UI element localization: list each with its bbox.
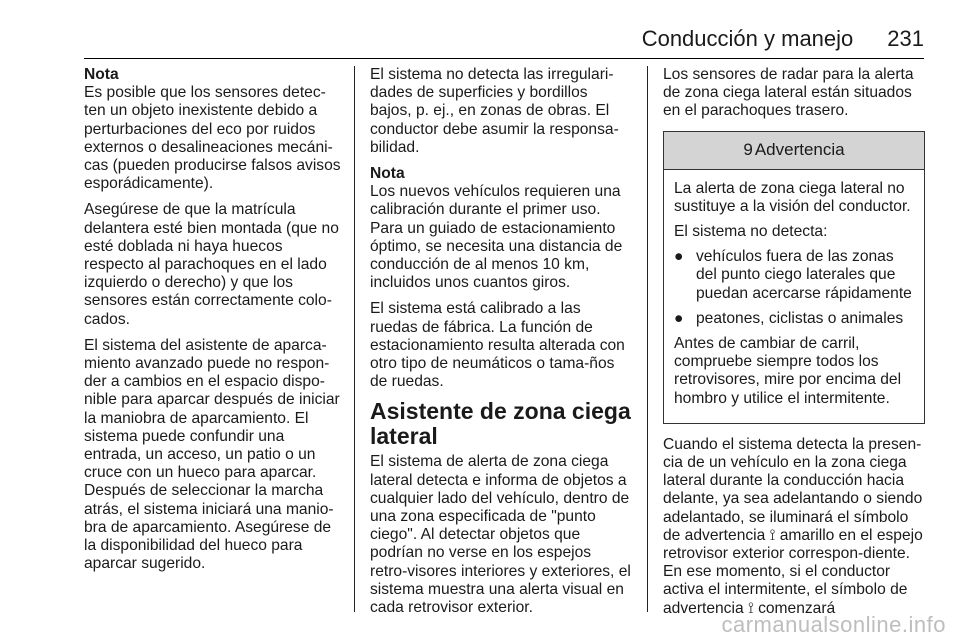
bullet-item xyxy=(674,248,916,303)
bullet-icon: ● xyxy=(674,248,684,266)
paragraph: Cuando el sistema detecta la presen-cia de un vehículo en la zona ciega lateral durante la conducción hacia delante, ya sea adelantando o siendo adelantado, se iluminará el símbolo de advertencia ⟟ amarillo en el espejo retrovisor exterior correspon-diente. En ese momento, si el conductor activa el intermitente, el símbolo de advertencia ⟟ comenzará xyxy=(663,435,923,617)
page-header xyxy=(642,26,924,52)
bullet-icon: ● xyxy=(674,309,684,327)
bullet-text: vehículos fuera de las zonas del punto ciego laterales que puedan acercarse rápidamente xyxy=(696,248,912,302)
column-divider xyxy=(647,66,648,612)
paragraph: El sistema no detecta las irregulari-dades de superficies y bordillos bajos, p. ej., en zonas de obras. El conductor debe asumir la responsa-bilidad. xyxy=(370,66,619,156)
bullet-text: peatones, ciclistas o animales xyxy=(696,309,904,327)
warning-box xyxy=(663,131,925,424)
column-1 xyxy=(84,66,344,581)
column-2 xyxy=(370,66,632,625)
warning-icon: 9 xyxy=(743,140,753,159)
section-title: Asistente de zona ciega lateral xyxy=(370,398,631,450)
bullet-item xyxy=(674,310,916,328)
paragraph: Los sensores de radar para la alerta de zona ciega lateral están situados en el parachoques trasero. xyxy=(663,66,914,120)
warning-body xyxy=(664,170,924,423)
paragraph: El sistema está calibrado a las ruedas de fábrica. La función de estacionamiento resulta alterada con otro tipo de neumáticos o tama-ños de ruedas. xyxy=(370,300,625,391)
warning-title: Advertencia xyxy=(754,140,845,159)
note-text: Los nuevos vehículos requieren una calibración durante el primer uso. Para un guiado de estacionamiento óptimo, se necesita una distancia de conducción de al menos 10 km, incluidos unos cuantos giros. xyxy=(370,183,623,292)
warning-text: El sistema no detecta: xyxy=(674,223,828,241)
warning-text: La alerta de zona ciega lateral no sustituye a la visión del conductor. xyxy=(674,179,911,215)
paragraph: El sistema de alerta de zona ciega lateral detecta e informa de objetos a cualquier lado del vehículo, dentro de una zona especificada de "punto ciego". Al detectar objetos que podrían no verse en los espejos retro-visores interiores y exteriores, el sistema muestra una alerta visual en cada retrovisor exterior. xyxy=(370,453,631,617)
warning-header xyxy=(664,132,924,170)
note-text: Es posible que los sensores detec-ten un objeto inexistente debido a perturbaciones del eco por ruidos externos o desalineaciones mecáni-cas (pueden producirse falsos avisos esporádicamente). xyxy=(84,84,341,193)
watermark: carmanualsonline.info xyxy=(721,612,946,637)
column-3 xyxy=(663,66,925,626)
column-divider xyxy=(354,66,355,612)
chapter-title: Conducción y manejo xyxy=(641,26,854,51)
warning-text: Antes de cambiar de carril, compruebe siempre todos los retrovisores, mire por encima del hombro y utilice el intermitente. xyxy=(674,335,902,407)
page-number: 231 xyxy=(887,26,924,51)
paragraph: El sistema del asistente de aparca-miento avanzado puede no respon-der a cambios en el espacio dispo-nible para aparcar después de iniciar la maniobra de aparcamiento. El sistema puede confundir una entrada, un acceso, un patio o un cruce con un hueco para aparcar. Después de seleccionar la marcha atrás, el sistema iniciará una manio-bra de aparcamiento. Asegúrese de la disponibilidad del hueco para aparcar sugerido. xyxy=(84,336,340,573)
paragraph: Asegúrese de que la matrícula delantera esté bien montada (que no esté doblada ni haya huecos respecto al parachoques en el lado izquierdo o derecho) y que los sensores están correctamente colo-cados. xyxy=(84,201,339,328)
header-rule xyxy=(84,58,924,59)
note-title: Nota xyxy=(84,66,119,83)
note-title: Nota xyxy=(370,165,405,183)
